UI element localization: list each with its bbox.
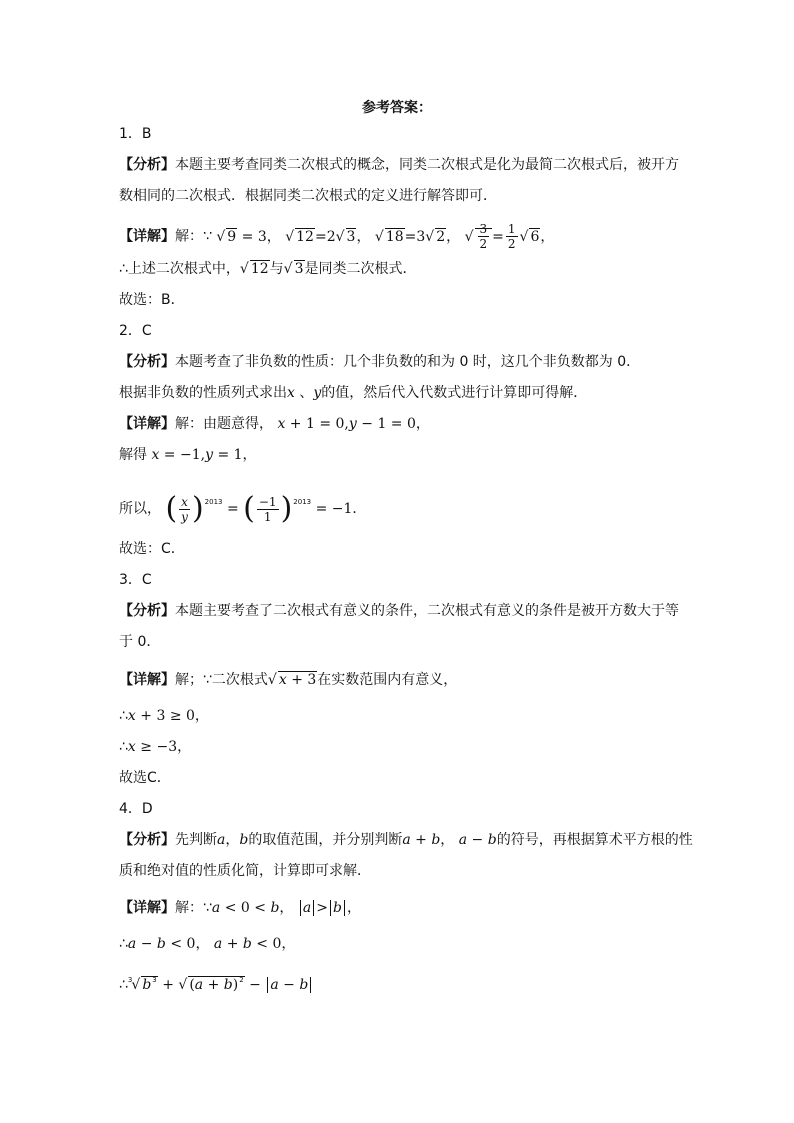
- q3-number: 3．C: [119, 572, 152, 588]
- q3-radical: √ x + 3: [267, 672, 317, 688]
- q2-analysis-text-1: 本题考查了非负数的性质：几个非负数的和为 0 时，这几个非负数都为 0．: [175, 354, 641, 370]
- q3-answer: 故选C．: [119, 770, 171, 786]
- q4-analysis-line-2: 质和绝对值的性质化简，计算即可求解．: [119, 863, 371, 879]
- q1-analysis-text-1: 本题主要考查同类二次根式的概念，同类二次根式是化为最简二次根式后，被开方: [175, 157, 679, 173]
- detail-label: 【详解】: [119, 672, 175, 688]
- q2-variables: x: [287, 385, 295, 401]
- q3-detail-prefix: 解；∵二次根式: [175, 672, 268, 688]
- q1-line2-suffix: 是同类二次根式．: [304, 261, 417, 277]
- q2-analysis-line-2: 根据非负数的性质列式求出x 、y的值，然后代入代数式进行计算即可得解．: [119, 385, 588, 401]
- q1-detail-line-2: [119, 259, 417, 279]
- q1-expression-sqrt9: √ 9 = 3，: [216, 228, 281, 245]
- q1-analysis-line-1: [119, 155, 679, 175]
- q3-analysis-line-1: [119, 601, 679, 621]
- q3-detail-suffix: 在实数范围内有意义，: [317, 672, 458, 688]
- q3-analysis-line-2: 于 0．: [119, 634, 161, 650]
- q4-analysis-text-c: 的符号，再根据算术平方根的性: [496, 832, 693, 848]
- q1-detail-line-1: [119, 222, 555, 251]
- detail-label: 【详解】: [119, 900, 175, 916]
- q3-detail-line-1: [119, 670, 457, 690]
- page-title: 参考答案：: [362, 100, 432, 116]
- q1-expression-sqrt18: √ 18=3√ 2，: [374, 228, 461, 245]
- q2-detail-line-1: [119, 414, 430, 434]
- q2-solve-line: [119, 445, 257, 465]
- q2-equations: x + 1 = 0,y − 1 = 0，: [277, 416, 430, 432]
- analysis-label: 【分析】: [119, 354, 175, 370]
- q2-number: 2．C: [119, 323, 152, 339]
- q2-detail-prefix: 解：由题意得，: [175, 416, 273, 432]
- q4-step-2: ∴$^3$√ $b^3$ + √ $(a + b)^2 - a - b$: [119, 970, 313, 990]
- q1-sqrt12: √ 12: [239, 261, 269, 277]
- q1-detail-prefix: 解：∵: [175, 228, 212, 245]
- q4-analysis-text-b: 的取值范围，并分别判断: [248, 832, 403, 848]
- q3-step-2: ∴x ≥ −3，: [119, 739, 192, 755]
- analysis-label: 【分析】: [119, 603, 175, 619]
- q2-solve-prefix: 解得: [119, 447, 147, 463]
- q4-analysis-text-a: 先判断: [175, 832, 217, 848]
- q2-analysis-suffix: 的值，然后代入代数式进行计算即可得解．: [321, 385, 588, 401]
- q1-analysis-line-2: 数相同的二次根式．根据同类二次根式的定义进行解答即可．: [119, 188, 497, 204]
- detail-label: 【详解】: [119, 228, 175, 245]
- q1-expression-sqrt-three-halves: √ $\frac{3}{2}$ = $\frac{1}{2}$ √ 6，: [464, 222, 555, 251]
- q2-answer: 故选：C．: [119, 541, 185, 557]
- q2-analysis-line-1: [119, 352, 640, 372]
- q2-solution: x = −1,y = 1，: [151, 447, 257, 463]
- analysis-label: 【分析】: [119, 832, 175, 848]
- analysis-label: 【分析】: [119, 157, 175, 173]
- q4-number: 4．D: [119, 801, 153, 817]
- detail-label: 【详解】: [119, 416, 175, 432]
- q1-expression-sqrt12: √ 12=2√ 3，: [285, 228, 371, 245]
- q3-analysis-text-1: 本题主要考查了二次根式有意义的条件，二次根式有意义的条件是被开方数大于等: [175, 603, 679, 619]
- q4-detail-prefix: 解：∵: [175, 900, 212, 916]
- q4-analysis-line-1: 【分析】先判断a，b的取值范围，并分别判断a + b， a − b的符号，再根据算术平方根的性: [119, 832, 693, 848]
- q1-number: 1．B: [119, 126, 152, 142]
- q2-conclusion-line: 所以， ( $\frac{x}{y}$ )$^{2013}$ = ( $\frac{-1}{1}$ )$^{2013}$ = −1．: [119, 491, 367, 526]
- q4-step-1: ∴a − b < 0， a + b < 0，: [119, 936, 296, 952]
- q1-line2-prefix: ∴上述二次根式中，: [119, 261, 240, 277]
- q1-answer: 故选：B．: [119, 292, 185, 308]
- q2-exponent-1: 2013: [204, 498, 223, 506]
- q4-detail-line-1: 【详解】解：∵a < 0 < b， a > b ，: [119, 900, 361, 916]
- q1-sqrt3: √ 3: [283, 261, 304, 277]
- q2-so-prefix: 所以，: [119, 501, 161, 517]
- q2-exponent-2: 2013: [293, 498, 312, 506]
- q2-analysis-prefix: 根据非负数的性质列式求出: [119, 385, 287, 401]
- q1-line2-and: 与: [269, 261, 284, 277]
- q3-step-1: ∴x + 3 ≥ 0，: [119, 708, 209, 724]
